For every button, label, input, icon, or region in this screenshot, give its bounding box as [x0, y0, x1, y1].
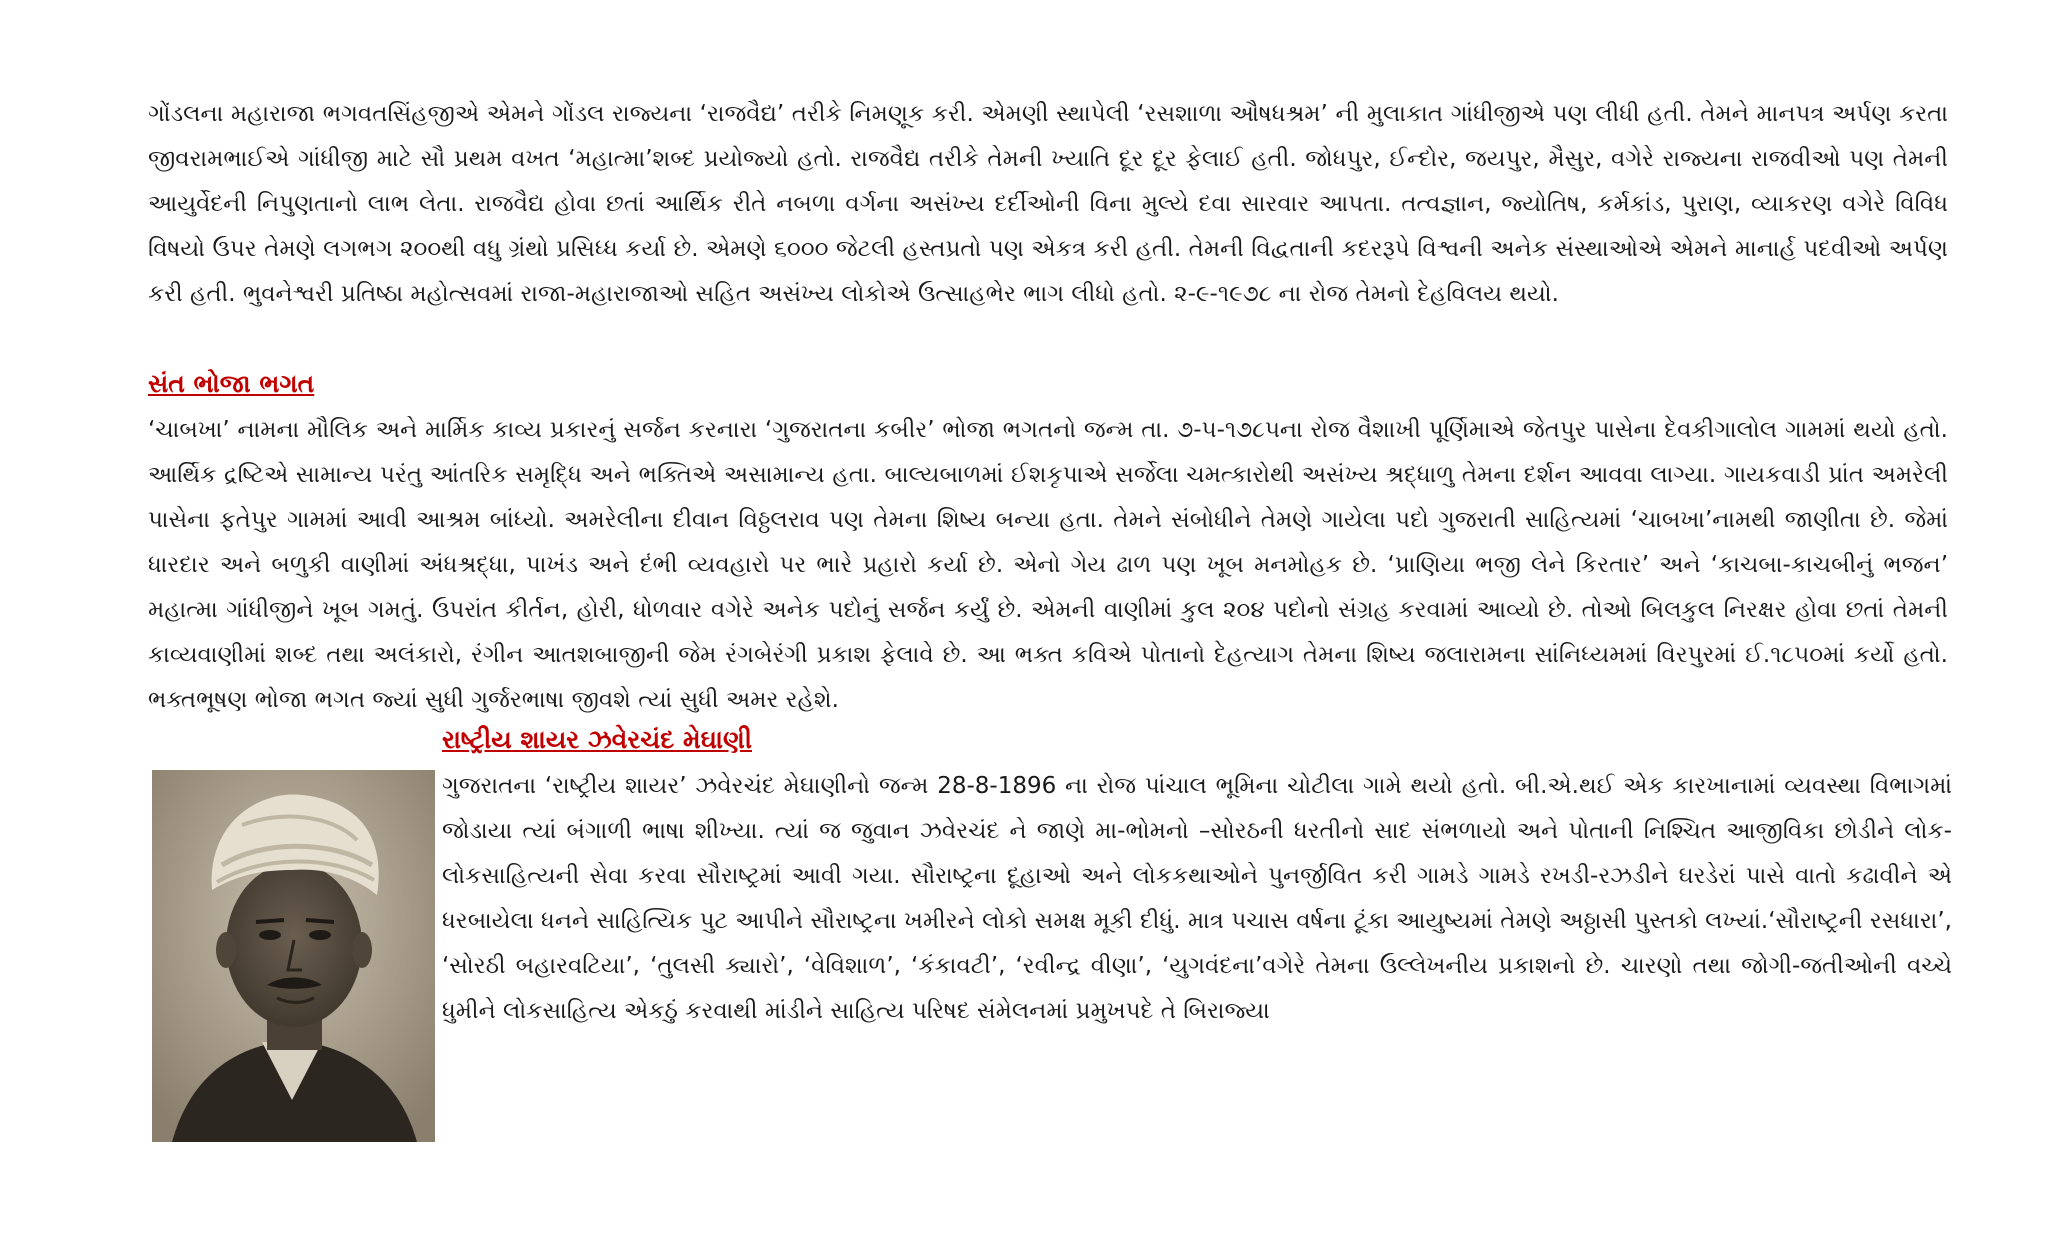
heading-zaverchand-meghani: રાષ્ટ્રીય શાયર ઝવેરચંદ મેઘાણી — [442, 725, 753, 754]
paragraph-rajvaidya: ગોંડલના મહારાજા ભગવતસિંહજીએ એમને ગોંડલ રાજ્યના ‘રાજવૈદ્ય’ તરીકે નિમણૂક કરી. એમણી સ્થાપેલી ‘રસશાળા ઔષધશ્રમ’ ની મુલાકાત ગાંધીજીએ પણ લીધી હતી. તેમને માનપત્ર અર્પણ કરતા જીવરામભાઈએ ગાંધીજી માટે સૌ પ્રથમ વખત ‘મહાત્મા’શબ્દ પ્રયોજ્યો હતો. રાજવૈદ્ય તરીકે તેમની ખ્યાતિ દૂર દૂર ફેલાઈ હતી. જોધપુર, ઈન્દોર, જયપુર, મૈસુર, વગેરે રાજ્યના રાજવીઓ પણ તેમની આયુર્વેદની નિપુણતાનો લાભ લેતા. રાજવૈદ્ય હોવા છતાં આર્થિક રીતે નબળા વર્ગના અસંખ્ય દર્દીઓની વિના મુલ્યે દવા સારવાર આપતા. તત્વજ્ઞાન, જ્યોતિષ, કર્મકાંડ, પુરાણ, વ્યાકરણ વગેરે વિવિધ વિષયો ઉપર તેમણે લગભગ ૨૦૦થી વધુ ગ્રંથો પ્રસિધ્ધ કર્યા છે. એમણે ૬૦૦૦ જેટલી હસ્તપ્રતો પણ એકત્ર કરી હતી. તેમની વિદ્વતાની કદરરૂપે વિશ્વની અનેક સંસ્થાઓએ એમને માનાર્હ પદવીઓ અર્પણ કરી હતી. ભુવનેશ્વરી પ્રતિષ્ઠા મહોત્સવમાં રાજા-મહારાજાઓ સહિત અસંખ્ય લોકોએ ઉત્સાહભેર ભાગ લીધો હતો. ૨-૯-૧૯૭૮ ના રોજ તેમનો દેહવિલય થયો. — [148, 101, 1948, 307]
paragraph-meghani: ગુજરાતના ‘રાષ્ટ્રીય શાયર’ ઝવેરચંદ મેઘાણીનો જન્મ 28-8-1896 ના રોજ પાંચાલ ભૂમિના ચોટીલા ગામે થયો હતો. બી.એ.થઈ એક કારખાનામાં વ્યવસ્થા વિભાગમાં જોડાયા ત્યાં બંગાળી ભાષા શીખ્યા. ત્યાં જ જુવાન ઝવેરચંદ ને જાણે મા-ભોમનો –સોરઠની ધરતીનો સાદ સંભળાયો અને પોતાની નિશ્ચિત આજીવિકા છોડીને લોક-લોકસાહિત્યની સેવા કરવા સૌરાષ્ટ્રમાં આવી ગયા. સૌરાષ્ટ્રના દૂહાઓ અને લોકકથાઓને પુનર્જીવિત કરી ગામડે ગામડે રખડી-રઝડીને ઘરડેરાં પાસે વાતો કઢાવીને એ ધરબાયેલા ધનને સાહિત્યિક પુટ આપીને સૌરાષ્ટ્રના ખમીરને લોકો સમક્ષ મૂકી દીધું. માત્ર પચાસ વર્ષના ટૂંકા આયુષ્યમાં તેમણે અઠ્ઠાસી પુસ્તકો લખ્યાં.‘સૌરાષ્ટ્રની રસધારા’, ‘સોરઠી બહારવટિયા’, ‘તુલસી ક્યારો’, ‘વેવિશાળ’, ‘કંકાવટી’, ‘રવીન્દ્ર વીણા’, ‘યુગવંદના’વગેરે તેમના ઉલ્લેખનીય પ્રકાશનો છે. ચારણો તથા જોગી-જતીઓની વચ્ચે ધુમીને લોકસાહિત્ય એકઠું કરવાથી માંડીને સાહિત્ય પરિષદ સંમેલનમાં પ્રમુખપદે તે બિરાજ્યા — [442, 773, 1952, 1024]
portrait-photo — [152, 770, 435, 1142]
paragraph-bhoja-bhagat: ‘ચાબખા’ નામના મૌલિક અને માર્મિક કાવ્ય પ્રકારનું સર્જન કરનારા ‘ગુજરાતના કબીર’ ભોજા ભગતનો જન્મ તા. ૭-૫-૧૭૮૫ના રોજ વૈશાખી પૂર્ણિમાએ જેતપુર પાસેના દેવકીગાલોલ ગામમાં થયો હતો. આર્થિક દ્રષ્ટિએ સામાન્ય પરંતુ આંતરિક સમૃદ્ધિ અને ભક્તિએ અસામાન્ય હતા. બાલ્યબાળમાં ઈશકૃપાએ સર્જેલા ચમત્કારોથી અસંખ્ય શ્રદ્ધાળુ તેમના દર્શન આવવા લાગ્યા. ગાયકવાડી પ્રાંત અમરેલી પાસેના ફતેપુર ગામમાં આવી આશ્રમ બાંધ્યો. અમરેલીના દીવાન વિઠ્ઠલરાવ પણ તેમના શિષ્ય બન્યા હતા. તેમને સંબોધીને તેમણે ગાયેલા પદો ગુજરાતી સાહિત્યમાં ‘ચાબખા’નામથી જાણીતા છે. જેમાં ધારદાર અને બળુકી વાણીમાં અંધશ્રદ્ધા, પાખંડ અને દંભી વ્યવહારો પર ભારે પ્રહારો કર્યા છે. એનો ગેય ઢાળ પણ ખૂબ મનમોહક છે. ‘પ્રાણિયા ભજી લેને કિરતાર’ અને ‘કાચબા-કાચબીનું ભજન’ મહાત્મા ગાંધીજીને ખૂબ ગમતું. ઉપરાંત કીર્તન, હોરી, ધોળવાર વગેરે અનેક પદોનું સર્જન કર્યું છે. એમની વાણીમાં કુલ ૨૦૪ પદોનો સંગ્રહ કરવામાં આવ્યો છે. તોઓ બિલકુલ નિરક્ષર હોવા છતાં તેમની કાવ્યવાણીમાં શબ્દ તથા અલંકારો, રંગીન આતશબાજીની જેમ રંગબેરંગી પ્રકાશ ફેલાવે છે. આ ભક્ત કવિએ પોતાનો દેહત્યાગ તેમના શિષ્ય જલારામના સાંનિધ્યમમાં વિરપુરમાં ઈ.૧૮૫૦માં કર્યો હતો. ભક્તભૂષણ ભોજા ભગત જ્યાં સુધી ગુર્જરભાષા જીવશે ત્યાં સુધી અમર રહેશે. — [148, 417, 1949, 713]
heading-sant-bhoja-bhagat: સંત ભોજા ભગત — [148, 369, 315, 398]
